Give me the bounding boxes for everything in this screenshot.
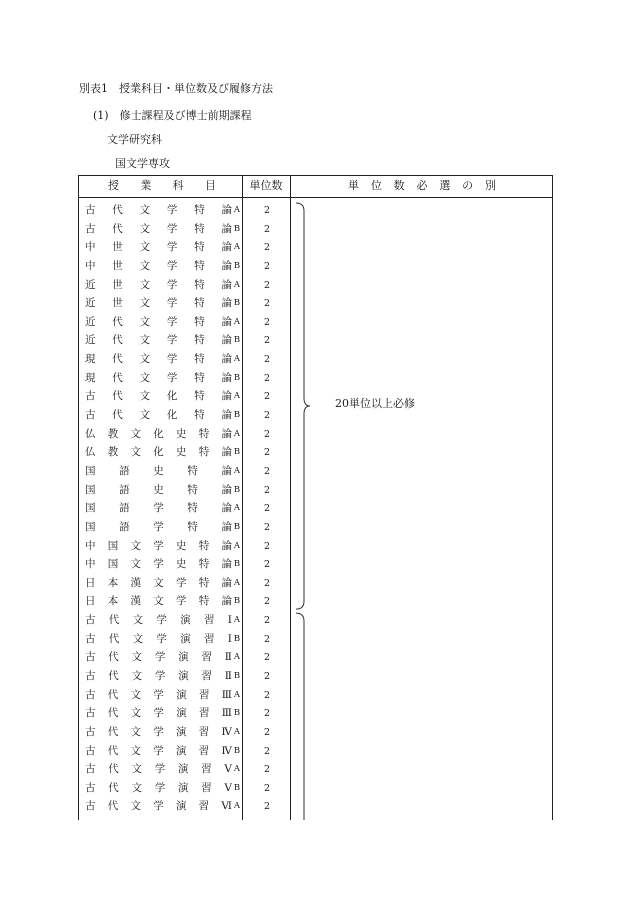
course-name-char: 世	[112, 278, 123, 291]
course-suffix: A	[233, 316, 241, 327]
course-name-char: 国	[85, 464, 96, 477]
course-suffix: A	[233, 577, 241, 588]
course-suffix: A	[233, 540, 241, 551]
requirement-braces	[78, 175, 553, 820]
course-suffix: B	[233, 410, 241, 421]
brace-group-2	[296, 613, 304, 820]
course-name-char: 文	[139, 278, 151, 291]
course-name-char: 学	[154, 781, 166, 794]
course-name-char: 学	[154, 651, 166, 664]
course-credits: 2	[263, 205, 271, 216]
course-credits: 2	[263, 726, 271, 738]
course-name-char: 代	[108, 670, 119, 682]
course-name-char: 古	[85, 409, 96, 422]
course-credits: 2	[263, 335, 271, 347]
course-name-char: 演	[178, 670, 189, 682]
subject-header-char: 業	[140, 179, 152, 192]
course-credits: 2	[263, 391, 271, 403]
course-suffix: B	[233, 708, 241, 719]
course-name-char: 学	[166, 334, 178, 347]
course-credits: 2	[263, 801, 271, 813]
course-credits: 2	[263, 354, 271, 366]
course-name-char: 古	[85, 614, 96, 627]
course-name-char: 特	[194, 241, 205, 254]
course-name-char: 演	[177, 781, 189, 794]
course-name-char: 学	[166, 222, 178, 235]
course-name-char: 論	[221, 278, 232, 291]
course-name-char: 学	[166, 278, 178, 291]
course-name-char: 論	[221, 409, 232, 422]
course-name-char: 論	[221, 297, 232, 310]
course-name-char: 本	[107, 595, 119, 608]
course-name-char: 習	[198, 707, 210, 720]
course-suffix: B	[233, 633, 241, 644]
course-name-char: 漢	[130, 595, 141, 608]
course-name-char: 演	[178, 651, 189, 664]
course-name-char: 古	[85, 688, 96, 701]
course-credits: 2	[263, 260, 271, 272]
course-name-char: Ⅳ	[221, 744, 232, 757]
course-name-char: 論	[221, 371, 232, 384]
course-credits: 2	[263, 615, 271, 627]
course-name-char: 学	[176, 576, 187, 589]
course-name-char: 古	[85, 800, 96, 813]
course-name-char: 論	[221, 576, 232, 589]
course-credits: 2	[263, 708, 271, 720]
course-name-char: 代	[108, 632, 120, 645]
course-name-char: 習	[198, 725, 210, 738]
requirement-header-char: 単	[348, 179, 359, 192]
course-name-char: 論	[221, 390, 232, 403]
course-name-char: 化	[153, 446, 164, 459]
course-name-char: 代	[112, 353, 123, 366]
course-name-char: 習	[201, 781, 212, 794]
course-suffix: B	[233, 223, 241, 234]
course-name-char: 習	[201, 763, 212, 776]
course-name-char: 近	[85, 297, 96, 310]
course-suffix: A	[233, 242, 241, 253]
course-name-char: 代	[112, 409, 123, 422]
course-credits: 2	[263, 316, 271, 328]
course-name-char: 古	[85, 222, 96, 235]
course-credits: 2	[263, 298, 271, 310]
course-name-char: 演	[176, 725, 187, 738]
course-suffix: A	[233, 205, 241, 215]
course-suffix: A	[233, 391, 241, 402]
course-name-char: 文	[132, 632, 144, 645]
course-name-char: 文	[139, 297, 151, 310]
course-suffix: B	[233, 671, 241, 681]
course-name-char: 特	[194, 222, 205, 235]
course-name-char: 学	[153, 707, 164, 720]
course-name-char: 習	[201, 670, 212, 682]
course-name-char: 本	[107, 576, 119, 589]
course-name-char: 特	[187, 502, 198, 515]
course-name-char: 文	[132, 614, 144, 627]
course-name-char: 文	[130, 725, 141, 738]
course-credits: 2	[263, 521, 271, 533]
course-name-char: 文	[130, 744, 141, 757]
course-name-char: 語	[119, 520, 130, 533]
appendix-title: 別表1 授業科目・単位数及び履修方法	[79, 82, 273, 95]
course-name-char: 特	[198, 595, 210, 608]
course-name-char: 学	[154, 670, 166, 682]
requirement-label: 20単位以上必修	[335, 397, 415, 410]
course-suffix: B	[233, 559, 241, 570]
course-name-char: 古	[85, 204, 96, 216]
requirement-header-char: 別	[484, 179, 496, 192]
course-name-char: 文	[130, 446, 141, 459]
course-name-char: 論	[221, 353, 232, 366]
course-name-char: 特	[194, 297, 205, 310]
course-name-char: 代	[107, 707, 119, 720]
course-name-char: 特	[194, 409, 205, 422]
course-name-char: 学	[166, 259, 178, 272]
course-credits: 2	[263, 671, 271, 682]
course-name-char: 古	[85, 725, 96, 738]
course-name-char: 演	[175, 800, 187, 813]
course-name-char: 演	[176, 688, 187, 701]
course-name-char: 論	[221, 334, 232, 347]
course-name-char: 現	[85, 353, 96, 366]
course-name-char: 中	[85, 259, 96, 272]
course-name-char: 学	[153, 800, 164, 813]
course-name-char: 文	[139, 222, 151, 235]
course-name-char: 論	[221, 464, 232, 477]
course-name-char: 学	[166, 371, 178, 384]
course-name-char: 論	[221, 502, 232, 515]
course-table	[78, 175, 553, 820]
course-name-char: 論	[221, 204, 232, 216]
course-suffix: B	[233, 596, 241, 607]
course-name-char: 史	[176, 446, 187, 459]
course-name-char: 特	[198, 427, 210, 440]
course-name-char: 特	[194, 371, 205, 384]
course-credits: 2	[263, 745, 271, 757]
course-name-char: 代	[108, 614, 120, 627]
course-name-char: 学	[166, 353, 178, 366]
course-credits: 2	[263, 764, 271, 776]
course-credits: 2	[263, 633, 271, 645]
subject-header-char: 科	[172, 179, 184, 192]
course-name-char: Ⅳ	[221, 725, 232, 738]
course-name-char: 文	[130, 539, 141, 552]
course-name-char: 仏	[85, 446, 96, 459]
course-name-char: 代	[107, 800, 119, 813]
course-name-char: 古	[85, 744, 96, 757]
course-name-char: 論	[221, 241, 232, 254]
course-name-char: 文	[139, 334, 151, 347]
course-name-char: 特	[194, 353, 205, 366]
course-name-char: 文	[139, 390, 151, 403]
course-suffix: A	[233, 764, 241, 775]
course-credits: 2	[263, 559, 271, 571]
course-suffix: A	[233, 428, 241, 439]
course-name-char: 代	[112, 334, 123, 347]
course-suffix: B	[233, 745, 241, 756]
course-name-char: 史	[176, 558, 187, 571]
course-name-char: 習	[201, 651, 212, 664]
course-name-char: 現	[85, 371, 96, 384]
course-name-char: 日	[85, 576, 96, 589]
course-name-char: 学	[153, 725, 164, 738]
course-name-char: 史	[176, 539, 187, 552]
course-name-char: 論	[221, 595, 232, 608]
course-name-char: 文	[131, 781, 142, 794]
course-name-char: 特	[194, 259, 205, 272]
course-name-char: 学	[156, 632, 167, 645]
course-name-char: 習	[203, 614, 215, 627]
course-credits: 2	[263, 577, 271, 589]
course-name-char: 史	[176, 427, 187, 440]
course-suffix: A	[233, 801, 241, 812]
course-name-char: 文	[130, 558, 141, 571]
course-name-char: 演	[176, 707, 187, 720]
course-name-char: 演	[176, 744, 187, 757]
course-name-char: 文	[139, 353, 151, 366]
course-name-char: 代	[107, 688, 119, 701]
course-name-char: 近	[85, 334, 96, 347]
course-suffix: A	[233, 279, 241, 290]
course-suffix: A	[233, 503, 241, 514]
course-name-char: Ⅴ	[224, 781, 232, 794]
course-name-char: 教	[107, 446, 119, 459]
course-name-char: 特	[194, 334, 205, 347]
course-name-char: 学	[153, 520, 164, 533]
course-name-char: 代	[112, 315, 123, 328]
course-name-char: 古	[85, 707, 96, 720]
course-name-char: 文	[131, 651, 143, 664]
course-credits: 2	[263, 223, 271, 235]
course-name-char: 日	[85, 595, 96, 608]
course-name-char: 文	[139, 204, 151, 216]
course-credits: 2	[263, 279, 271, 291]
course-name-char: 特	[198, 539, 210, 552]
course-name-char: 化	[166, 409, 178, 422]
major-heading: 国文学専攻	[115, 157, 170, 170]
course-name-char: 代	[108, 651, 119, 664]
course-name-char: 代	[107, 744, 119, 757]
course-name-char: 漢	[130, 576, 141, 589]
course-name-char: 演	[177, 763, 189, 776]
course-name-char: 古	[85, 763, 96, 776]
course-name-char: 文	[139, 315, 151, 328]
course-name-char: 特	[198, 558, 210, 571]
course-name-char: 学	[153, 558, 164, 571]
course-suffix: B	[233, 298, 241, 309]
course-suffix: B	[233, 521, 241, 532]
course-name-char: Ⅴ	[224, 763, 232, 776]
course-name-char: 仏	[85, 427, 96, 440]
course-name-char: 学	[176, 595, 187, 608]
course-name-char: 古	[85, 670, 96, 682]
course-name-char: Ⅵ	[221, 800, 232, 813]
course-name-char: 代	[112, 222, 123, 235]
course-name-char: 世	[112, 297, 123, 310]
subject-header-char: 目	[204, 179, 216, 192]
course-name-char: Ⅲ	[221, 707, 232, 720]
course-suffix: A	[233, 726, 241, 737]
course-name-char: 論	[221, 558, 232, 571]
course-name-char: 代	[112, 390, 123, 403]
course-suffix: B	[233, 782, 241, 793]
course-name-char: 国	[85, 520, 96, 533]
course-name-char: Ⅰ	[227, 614, 232, 627]
course-name-char: 文	[139, 409, 151, 422]
course-name-char: 文	[153, 595, 164, 608]
course-name-char: 論	[221, 520, 232, 533]
course-name-char: 論	[221, 222, 232, 235]
requirement-header-char: 必	[416, 179, 428, 192]
program-heading: (1) 修士課程及び博士前期課程	[93, 109, 252, 122]
course-suffix: A	[233, 465, 241, 476]
course-name-char: 文	[131, 763, 142, 776]
course-credits: 2	[263, 540, 271, 552]
course-name-char: Ⅱ	[224, 651, 232, 664]
course-name-char: Ⅱ	[224, 670, 232, 682]
course-name-char: 教	[107, 427, 119, 440]
course-name-char: 習	[198, 744, 210, 757]
course-suffix: A	[233, 689, 241, 700]
course-credits: 2	[263, 503, 271, 515]
course-name-char: 化	[153, 427, 164, 440]
course-name-char: 語	[119, 464, 130, 477]
course-name-char: 世	[112, 241, 123, 254]
course-name-char: 論	[221, 259, 232, 272]
course-name-char: 学	[153, 744, 164, 757]
course-name-char: 代	[112, 371, 123, 384]
course-name-char: 文	[153, 576, 164, 589]
course-name-char: 学	[156, 614, 167, 627]
course-name-char: 史	[153, 464, 164, 477]
course-credits: 2	[263, 372, 271, 384]
requirement-header-char: 数	[393, 179, 405, 192]
course-name-char: 習	[198, 688, 210, 701]
course-credits: 2	[263, 428, 271, 440]
course-name-char: 演	[180, 614, 191, 627]
brace-group-1	[296, 203, 310, 609]
course-name-char: 中	[85, 558, 96, 571]
course-name-char: 学	[153, 688, 164, 701]
course-name-char: 代	[108, 763, 119, 776]
requirement-header-char: 位	[370, 179, 382, 192]
course-name-char: 特	[194, 315, 205, 328]
course-name-char: 国	[85, 502, 96, 515]
course-suffix: B	[233, 447, 241, 458]
course-name-char: 世	[112, 259, 123, 272]
course-name-char: 語	[119, 483, 130, 496]
course-name-char: 国	[107, 558, 119, 571]
course-name-char: 文	[130, 688, 142, 701]
course-name-char: 特	[198, 576, 210, 589]
course-name-char: 習	[198, 800, 210, 813]
course-name-char: 論	[221, 427, 232, 440]
course-name-char: 学	[166, 204, 178, 216]
course-name-char: 学	[166, 297, 178, 310]
course-name-char: 特	[198, 446, 210, 459]
course-name-char: 代	[107, 725, 119, 738]
course-name-char: Ⅰ	[227, 632, 232, 645]
course-name-char: 語	[119, 502, 130, 515]
course-name-char: 文	[139, 259, 151, 272]
course-name-char: 学	[153, 502, 164, 515]
course-credits: 2	[263, 689, 271, 701]
course-name-char: 代	[108, 781, 119, 794]
course-name-char: Ⅲ	[221, 688, 232, 701]
course-name-char: 古	[85, 651, 96, 664]
course-suffix: A	[233, 615, 241, 626]
course-credits: 2	[263, 596, 271, 608]
course-name-char: 特	[194, 204, 205, 216]
course-name-char: 化	[166, 390, 178, 403]
course-credits: 2	[263, 242, 271, 254]
course-suffix: B	[233, 335, 241, 346]
course-name-char: 古	[85, 781, 96, 794]
course-name-char: 習	[203, 632, 215, 645]
course-name-char: 文	[139, 371, 151, 384]
course-name-char: 論	[221, 539, 232, 552]
course-name-char: 史	[153, 483, 164, 496]
course-credits: 2	[263, 652, 271, 664]
course-name-char: 学	[153, 539, 164, 552]
course-suffix: B	[233, 260, 241, 271]
course-name-char: 近	[85, 315, 96, 328]
course-name-char: 学	[166, 241, 178, 254]
course-name-char: 論	[221, 315, 232, 328]
course-name-char: 文	[130, 800, 141, 813]
course-credits: 2	[263, 782, 271, 794]
credits-column-header: 単位数	[249, 179, 283, 192]
course-credits: 2	[263, 465, 271, 477]
course-name-char: 国	[107, 539, 119, 552]
course-name-char: 近	[85, 278, 96, 291]
course-suffix: A	[233, 652, 241, 663]
subject-header-char: 授	[108, 179, 119, 192]
graduate-school-heading: 文学研究科	[107, 133, 162, 146]
course-name-char: 学	[166, 315, 178, 328]
course-name-char: 特	[187, 464, 198, 477]
course-name-char: 古	[85, 390, 96, 403]
course-name-char: 文	[130, 707, 142, 720]
course-suffix: B	[233, 484, 241, 495]
course-name-char: 中	[85, 539, 96, 552]
course-name-char: 論	[221, 483, 232, 496]
course-credits: 2	[263, 410, 271, 422]
course-name-char: 学	[154, 763, 166, 776]
course-name-char: 特	[187, 520, 198, 533]
course-name-char: 論	[221, 446, 232, 459]
course-name-char: 文	[130, 427, 141, 440]
course-name-char: 特	[194, 278, 205, 291]
course-name-char: 文	[131, 670, 143, 682]
course-name-char: 文	[139, 241, 151, 254]
course-suffix: A	[233, 354, 241, 365]
course-name-char: 中	[85, 241, 96, 254]
course-name-char: 特	[187, 483, 198, 496]
requirement-header-char: の	[462, 179, 474, 192]
course-credits: 2	[263, 447, 271, 459]
course-name-char: 演	[180, 632, 191, 645]
requirement-header-char: 選	[439, 179, 451, 192]
course-suffix: B	[233, 372, 241, 383]
course-name-char: 国	[85, 483, 96, 496]
course-credits: 2	[263, 484, 271, 496]
course-name-char: 代	[112, 204, 123, 216]
course-name-char: 古	[85, 632, 96, 645]
course-name-char: 特	[194, 390, 205, 403]
